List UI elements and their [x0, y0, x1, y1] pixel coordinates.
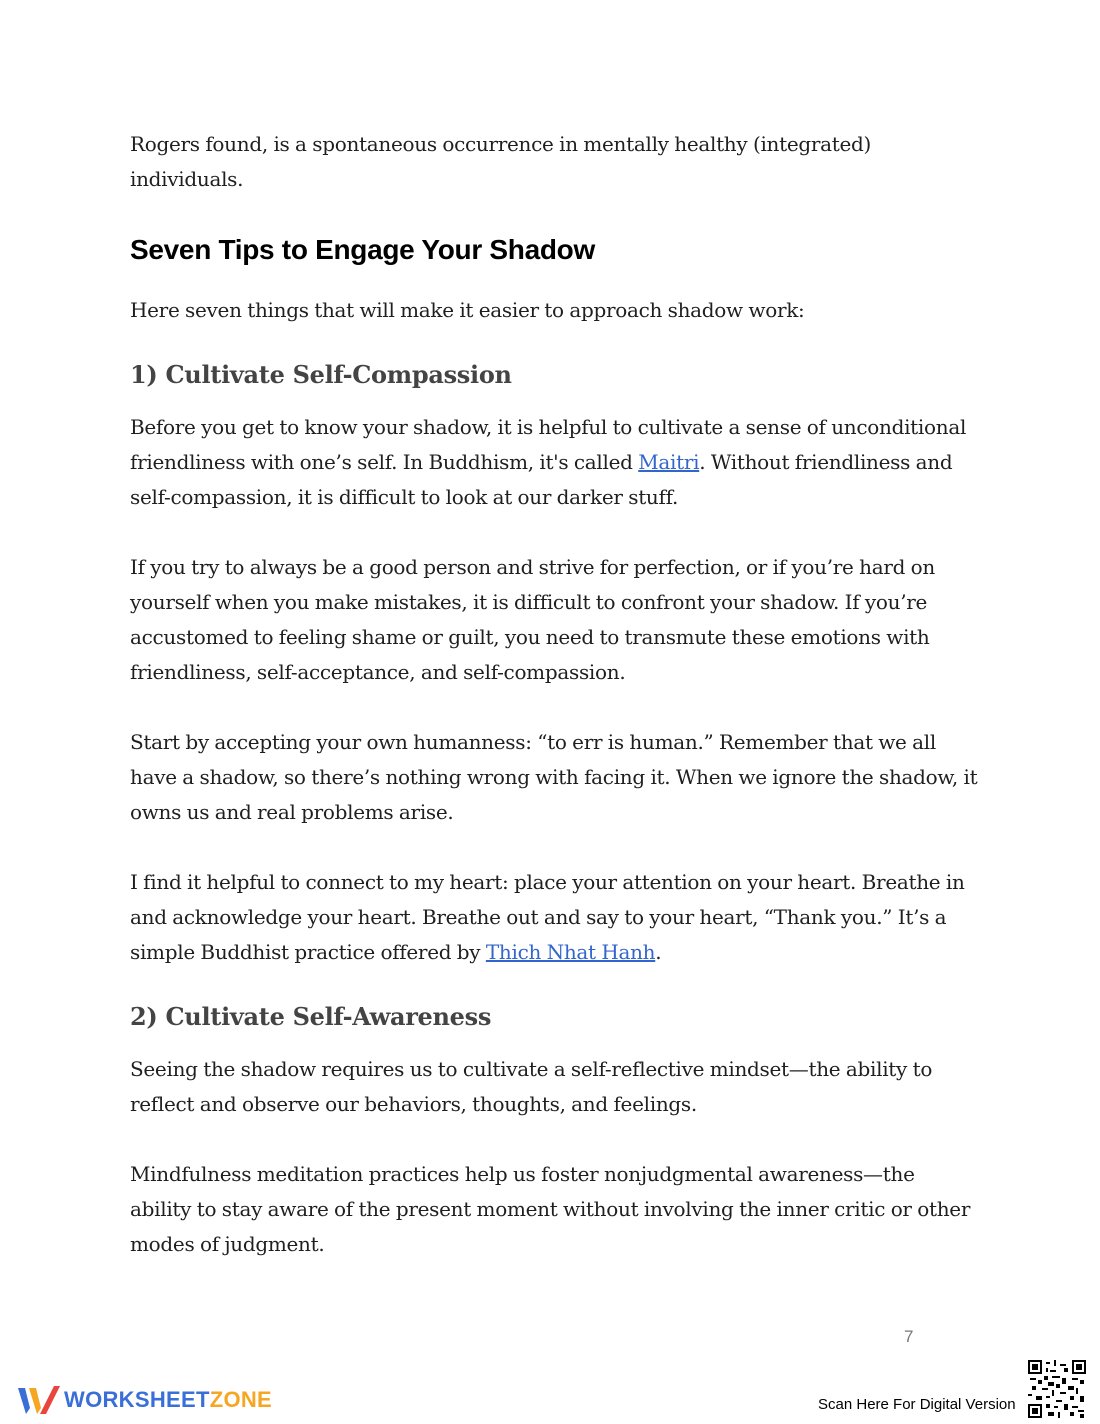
paragraph-humanness: Start by accepting your own humanness: “to err is human.” Remember that we all have a shadow, so there’s nothing wrong with facing it. When we ignore the shadow, it owns us and real problems arise. [130, 730, 978, 824]
subheading-self-compassion: 1) Cultivate Self-Compassion [130, 360, 512, 389]
section-heading: Seven Tips to Engage Your Shadow [130, 234, 595, 265]
intro-line-1: Rogers found, is a spontaneous occurrence in mentally healthy (integrated) [130, 132, 872, 156]
maitri-link[interactable]: Maitri [638, 450, 700, 474]
logo-text: WORKSHEETZONE [64, 1387, 273, 1412]
thich-nhat-hanh-link[interactable]: Thich Nhat Hanh [485, 940, 656, 964]
worksheetzone-logo[interactable] [16, 1384, 272, 1416]
document-body [130, 127, 980, 1262]
scan-caption: Scan Here For Digital Version [818, 1396, 1016, 1413]
paragraph-self-reflective: Seeing the shadow requires us to cultivate a self-reflective mindset—the ability to reflect and observe our behaviors, thoughts, and feelings. [130, 1057, 933, 1116]
lead-paragraph: Here seven things that will make it easier to approach shadow work: [130, 298, 805, 322]
intro-line-2: individuals. [130, 167, 244, 191]
paragraph-perfection: If you try to always be a good person and strive for perfection, or if you’re hard on yourself when you make mistakes, it is difficult to confront your shadow. If you’re accustomed to feeling shame or guilt, you need to transmute these emotions with friendliness, self-acceptance, and self-compassion. [130, 555, 935, 684]
paragraph-maitri: Before you get to know your shadow, it is helpful to cultivate a sense of unconditional friendliness with one’s self. In Buddhism, it's called Maitri. Without friendliness and self-compassion, it is difficult to look at our darker stuff. [130, 415, 967, 509]
intro-paragraph [130, 127, 980, 197]
subheading-self-awareness: 2) Cultivate Self-Awareness [130, 1002, 492, 1031]
paragraph-heart: I find it helpful to connect to my heart: place your attention on your heart. Breathe in and acknowledge your heart. Breathe out and say to your heart, “Thank you.” It’s a simple Buddhist practice offered by Thich Nhat Hanh. [130, 870, 965, 964]
logo-w-icon [16, 1384, 60, 1416]
page-number: 7 [904, 1327, 914, 1346]
paragraph-mindfulness: Mindfulness meditation practices help us foster nonjudgmental awareness—the ability to stay aware of the present moment without involving the inner critic or other modes of judgment. [130, 1162, 971, 1256]
qr-code-icon[interactable] [1028, 1360, 1086, 1418]
